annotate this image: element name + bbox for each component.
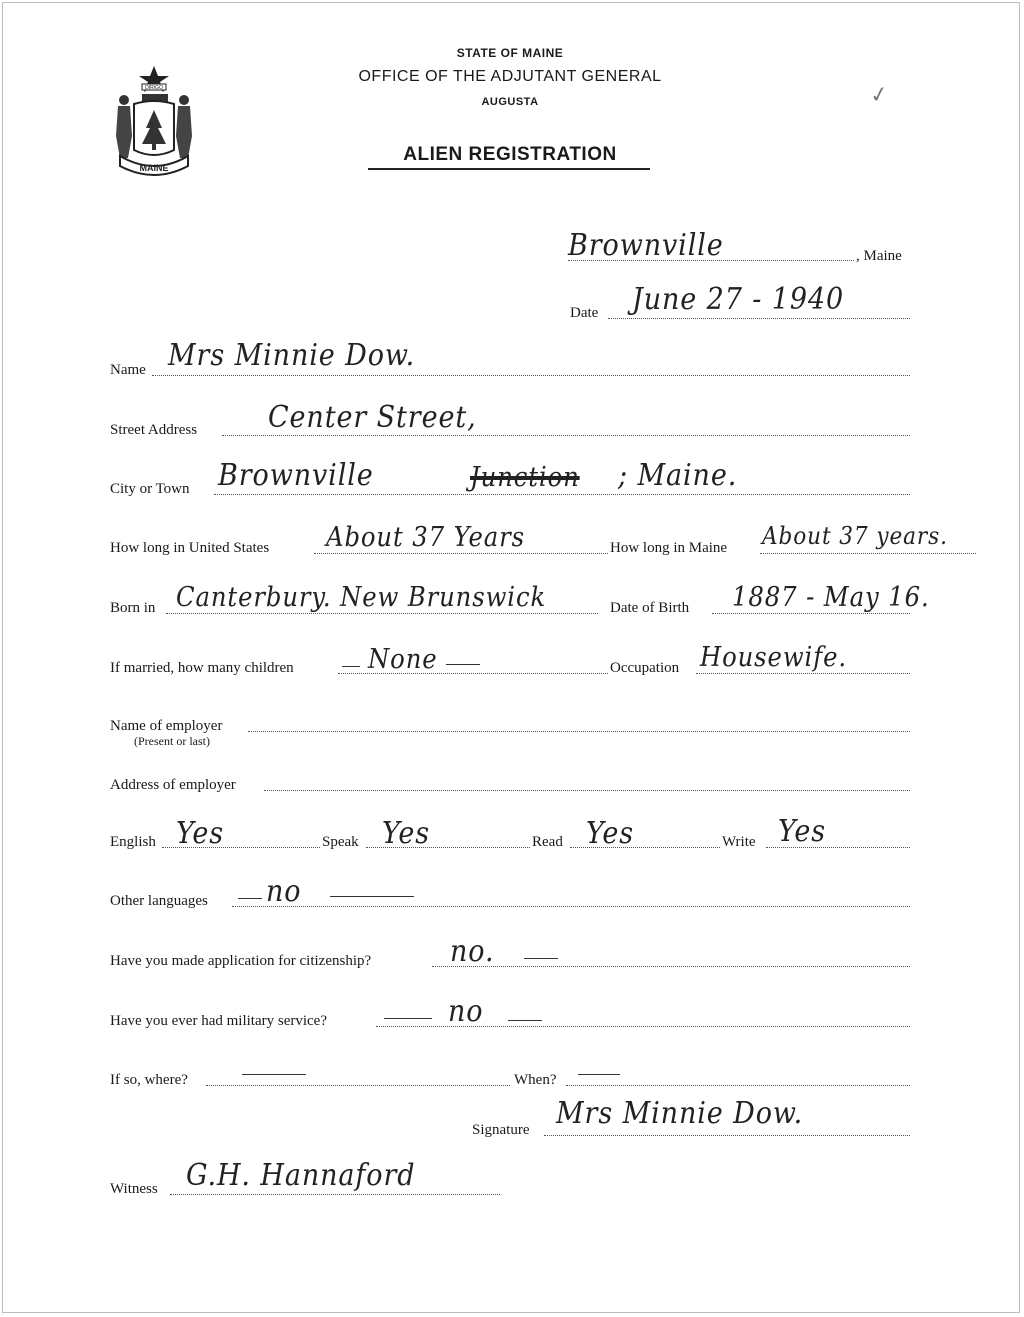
name-label: Name xyxy=(110,362,146,378)
speak-label: Speak xyxy=(322,834,359,850)
where-label: If so, where? xyxy=(110,1072,188,1088)
date-label: Date xyxy=(570,305,599,321)
signature-label: Signature xyxy=(472,1122,530,1138)
occupation-label: Occupation xyxy=(610,660,680,676)
other-languages-dash-right xyxy=(330,896,414,897)
street-line xyxy=(222,435,910,436)
when-line xyxy=(566,1085,910,1086)
military-dash-right xyxy=(508,1020,542,1021)
citizenship-label: Have you made application for citizenship? xyxy=(110,953,372,969)
maine-years-label: How long in Maine xyxy=(610,540,728,556)
maine-years-value: About 37 years. xyxy=(762,522,948,550)
city-label: City or Town xyxy=(110,481,190,497)
where-dash xyxy=(242,1074,306,1075)
other-languages-dash-left xyxy=(238,898,262,899)
street-value: Center Street, xyxy=(268,400,477,435)
employer-address-label: Address of employer xyxy=(110,777,236,793)
citizenship-line xyxy=(432,966,910,967)
maine-label: , Maine xyxy=(856,248,902,264)
born-value: Canterbury. New Brunswick xyxy=(176,582,547,613)
when-label: When? xyxy=(514,1072,557,1088)
born-line xyxy=(166,613,598,614)
read-value: Yes xyxy=(586,816,635,851)
date-value: June 27 - 1940 xyxy=(632,282,845,317)
citizenship-value: no. xyxy=(450,934,495,969)
english-label: English xyxy=(110,834,156,850)
seal-motto: DIRIGO xyxy=(145,85,163,91)
city-town-value: Brownville xyxy=(218,458,374,493)
seal-text: MAINE xyxy=(139,163,169,173)
town-value: Brownville xyxy=(568,228,724,263)
date-line xyxy=(608,318,910,319)
header-office: OFFICE OF THE ADJUTANT GENERAL xyxy=(358,68,662,85)
occupation-line xyxy=(696,673,910,674)
city-state-value: ; Maine. xyxy=(618,458,738,493)
speak-value: Yes xyxy=(382,816,431,851)
page-border xyxy=(2,2,1020,1313)
name-value: Mrs Minnie Dow. xyxy=(168,338,416,373)
us-years-value: About 37 Years xyxy=(326,522,526,553)
when-dash xyxy=(578,1074,620,1075)
maine-years-line xyxy=(760,553,976,554)
witness-label: Witness xyxy=(110,1181,158,1197)
read-label: Read xyxy=(532,834,563,850)
where-line xyxy=(206,1085,510,1086)
other-languages-value: no xyxy=(266,874,302,909)
town-line xyxy=(568,260,854,261)
employer-address-line xyxy=(264,790,910,791)
born-label: Born in xyxy=(110,600,156,616)
other-languages-line xyxy=(232,906,910,907)
state-seal xyxy=(112,58,222,186)
occupation-value: Housewife. xyxy=(700,642,847,673)
us-years-line xyxy=(314,553,608,554)
children-dash-right xyxy=(446,664,480,665)
dob-line xyxy=(712,613,910,614)
english-value: Yes xyxy=(176,816,225,851)
write-value: Yes xyxy=(778,814,827,849)
title-underline xyxy=(368,168,650,170)
employer-label: Name of employer xyxy=(110,718,223,734)
dob-value: 1887 - May 16. xyxy=(732,582,930,613)
employer-line xyxy=(248,731,910,732)
witness-value: G.H. Hannaford xyxy=(186,1158,416,1193)
military-label: Have you ever had military service? xyxy=(110,1013,327,1029)
employer-sublabel: (Present or last) xyxy=(134,734,210,748)
street-label: Street Address xyxy=(110,422,198,438)
signature-value: Mrs Minnie Dow. xyxy=(556,1096,804,1131)
citizenship-dash xyxy=(524,958,558,959)
military-value: no xyxy=(448,994,484,1029)
write-label: Write xyxy=(722,834,756,850)
children-value: None xyxy=(368,644,438,675)
city-struck-value: Junction xyxy=(470,462,580,493)
military-dash-left xyxy=(384,1018,432,1019)
children-dash-left xyxy=(342,666,360,667)
witness-line xyxy=(170,1194,500,1195)
check-mark-icon: ✓ xyxy=(867,80,891,109)
name-line xyxy=(152,375,910,376)
city-line xyxy=(214,494,910,495)
header-state: STATE OF MAINE xyxy=(456,46,564,60)
children-label: If married, how many children xyxy=(110,660,294,676)
header-city: AUGUSTA xyxy=(481,96,539,108)
other-languages-label: Other languages xyxy=(110,893,208,909)
us-years-label: How long in United States xyxy=(110,540,270,556)
signature-line xyxy=(544,1135,910,1136)
form-title: ALIEN REGISTRATION xyxy=(403,144,617,165)
dob-label: Date of Birth xyxy=(610,600,690,616)
